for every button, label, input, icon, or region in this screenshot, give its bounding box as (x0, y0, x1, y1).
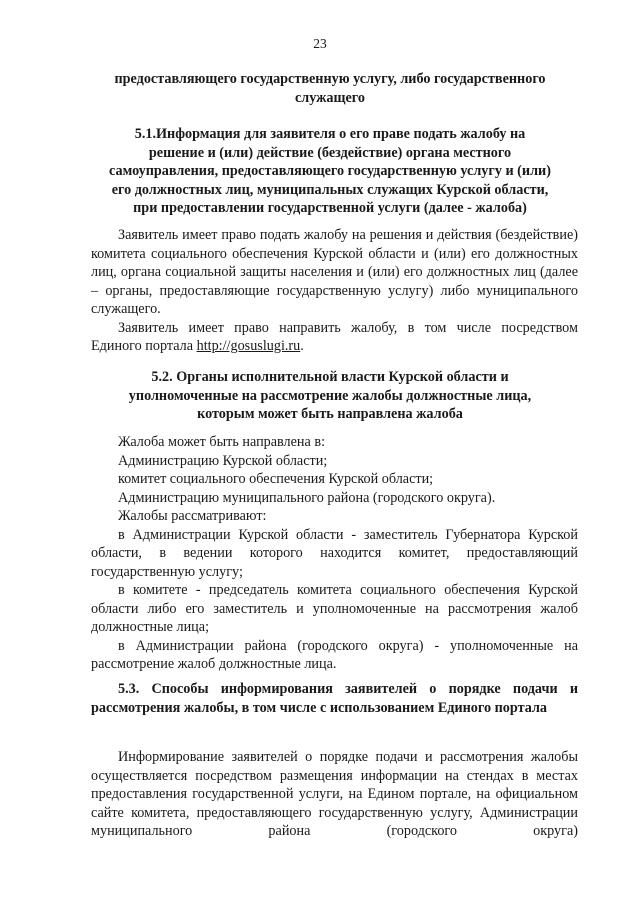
title-line: решение и (или) действие (бездействие) органа местного (148, 144, 512, 161)
paragraph: в комитете - председатель комитета социального обеспечения Курской области либо его заместитель и уполномоченные на рассмотрения жалоб должностные лица; (91, 582, 578, 635)
list-line: Жалоба может быть направлена в: (118, 434, 326, 450)
page-number: 23 (313, 36, 327, 51)
heading-line: предоставляющего государственную услугу, либо государственного (114, 71, 546, 87)
paragraph: Заявитель имеет право подать жалобу на решения и действия (бездействие) комитета социального обеспечения Курской области и (или) его должностных лиц, органа социальной защиты населения и (или) его должностных лиц (далее – органы, предоставляющие государственную услугу) либо муниципального служащего. (91, 227, 578, 317)
paragraph: в Администрации района (городского округа) - уполномоченные на рассмотрение жалоб должностные лица. (91, 637, 578, 672)
paragraph (91, 319, 578, 356)
title-text: 5.3. Способы информирования заявителей о порядке подачи и рассмотрения жалобы, в том числе с использованием Единого портала (91, 681, 578, 716)
list-line: Администрацию муниципального района (городского округа). (118, 489, 496, 506)
title-line: уполномоченные на рассмотрение жалобы должностные лица, (128, 387, 532, 404)
title-line: его должностных лиц, муниципальных служащих Курской области, (111, 181, 549, 198)
gosuslugi-link[interactable]: http://gosuslugi.ru (196, 338, 301, 354)
section-5-2-body (91, 433, 578, 674)
paragraph: Информирование заявителей о порядке подачи и рассмотрения жалобы осуществляется посредством размещения информации на стендах в местах предоставления государственной услуги, на Едином портале, на официальном сайте комитета, предоставляющего государственную услугу, Администрации муниципального района (городского округа) (91, 749, 578, 839)
title-line: которым может быть направлена жалоба (197, 406, 463, 422)
section-5-3-title (91, 680, 578, 717)
list-line: Жалобы рассматривают: (118, 508, 267, 524)
title-line: 5.1.Информация для заявителя о его праве подать жалобу на (134, 126, 526, 142)
section-5-1-body (91, 226, 578, 356)
section-5-2-title (80, 368, 580, 424)
title-line: при предоставлении государственной услуги (далее - жалоба) (133, 200, 527, 216)
section-5-3-body (91, 748, 578, 841)
paragraph-text: Заявитель имеет право направить жалобу, в том числе посредством Единого портала (91, 319, 578, 354)
list-line: комитет социального обеспечения Курской области; (118, 471, 434, 487)
paragraph: в Администрации Курской области - заместитель Губернатора Курской области, в ведении которого находится комитет, предоставляющий государственную услугу; (91, 526, 578, 580)
section-5-1-title (80, 125, 580, 218)
continued-heading (80, 70, 580, 107)
paragraph-end: . (300, 338, 304, 354)
heading-line: служащего (294, 89, 365, 106)
list-line: Администрацию Курской области; (118, 452, 328, 469)
title-line: 5.2. Органы исполнительной власти Курской области и (151, 369, 509, 385)
title-line: самоуправления, предоставляющего государственную услугу и (или) (109, 163, 551, 179)
